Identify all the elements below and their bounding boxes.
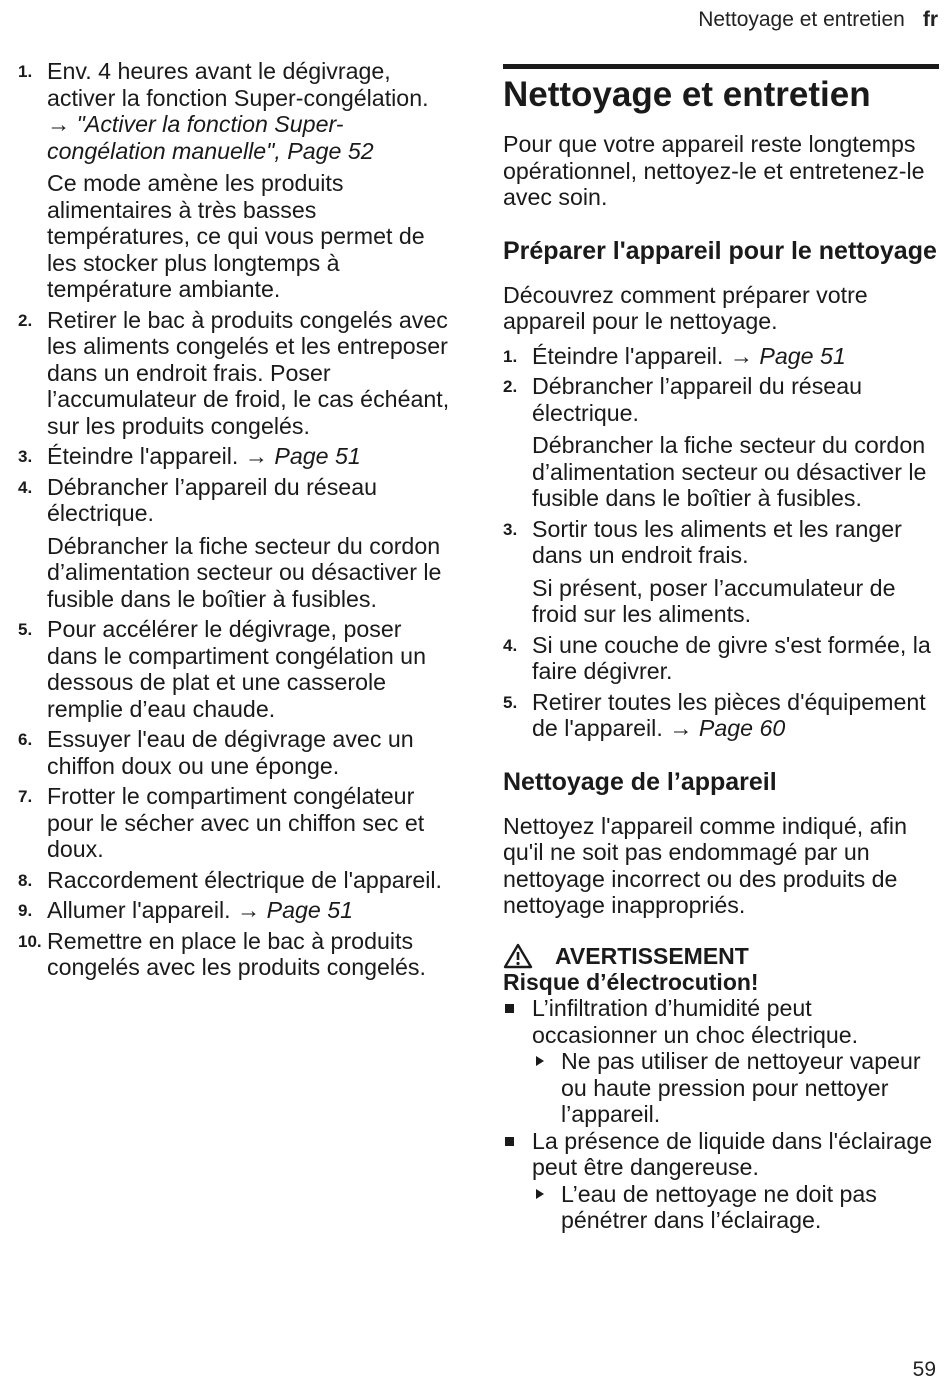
action-arrow-icon xyxy=(536,1189,544,1199)
warning-action: Ne pas utiliser de nettoyeur vapeur ou haute pression pour nettoyer l’appareil. xyxy=(532,1048,939,1128)
prep-steps xyxy=(503,343,939,742)
header-lang: fr xyxy=(922,8,938,31)
bullet-square-icon xyxy=(505,1004,514,1013)
prep-step-5: 5. Retirer toutes les pièces d'équipement de l'appareil. → Page 60 xyxy=(503,688,926,741)
page-number: 59 xyxy=(912,1358,936,1381)
right-column xyxy=(503,58,939,1234)
warning-action: L’eau de nettoyage ne doit pas pénétrer dans l’éclairage. xyxy=(532,1181,939,1234)
defrost-step-10: 10. Remettre en place le bac à produits congelés avec les produits congelés. xyxy=(18,927,426,980)
defrost-step-4: 4. Débrancher l’appareil du réseau électrique. Débrancher la fiche secteur du cordon d’alimentation secteur ou désactiver le fusible dans le boîtier à fusibles. xyxy=(18,473,442,612)
defrost-step-5: 5. Pour accélérer le dégivrage, poser dans le compartiment congélation un dessous de plat et une casserole remplie d’eau chaude. xyxy=(18,616,426,722)
warning-list xyxy=(503,995,939,1234)
prep-step-1: 1. Éteindre l'appareil. → Page 51 xyxy=(503,342,846,369)
section-intro: Pour que votre appareil reste longtemps opérationnel, nettoyez-le et entretenez-le avec soin. xyxy=(503,131,925,210)
header-section: Nettoyage et entretien xyxy=(698,8,905,31)
action-arrow-icon xyxy=(536,1056,544,1066)
prep-step-2: 2. Débrancher l’appareil du réseau électrique. Débrancher la fiche secteur du cordon d’alimentation secteur ou désactiver le fusible dans le boîtier à fusibles. xyxy=(503,373,927,511)
prep-step-4: 4. Si une couche de givre s'est formée, la faire dégivrer. xyxy=(503,631,931,684)
warning-triangle-icon xyxy=(503,943,533,969)
section-title: Nettoyage et entretien xyxy=(503,75,871,114)
defrost-step-1: 1. Env. 4 heures avant le dégivrage, activer la fonction Super-congélation. → "Activer la fonction Super-congélation manuelle", Page 52 Ce mode amène les produits alimentaires à très basses températures, ce qui vous permet de les stocker plus longtemps à température ambiante. xyxy=(18,58,454,303)
defrost-step-3: 3. Éteindre l'appareil. → Page 51 xyxy=(18,443,361,469)
clean-heading: Nettoyage de l’appareil xyxy=(503,767,777,796)
step-page-reference[interactable]: → Page 51 xyxy=(729,342,846,369)
bullet-square-icon xyxy=(505,1137,514,1146)
page-header xyxy=(698,8,938,32)
section-rule xyxy=(503,64,939,69)
left-column xyxy=(18,58,454,985)
defrost-step-9: 9. Allumer l'appareil. → Page 51 xyxy=(18,897,354,923)
step-page-reference[interactable]: → Page 51 xyxy=(244,443,361,469)
defrost-step-2: 2. Retirer le bac à produits congelés avec les aliments congelés et les entreposer dans un endroit frais. Poser l’accumulateur de froid, le cas échéant, sur les produits congelés. xyxy=(18,306,450,439)
step-page-reference[interactable]: → "Activer la fonction Super-congélation manuelle", Page 52 xyxy=(47,111,374,164)
step-page-reference[interactable]: → Page 60 xyxy=(669,715,786,741)
warning-item: L’infiltration d’humidité peut occasionner un choc électrique. Ne pas utiliser de nettoyeur vapeur ou haute pression pour nettoyer l’appareil. xyxy=(503,995,939,1128)
defrost-steps xyxy=(18,58,454,981)
prep-step-3: 3. Sortir tous les aliments et les ranger dans un endroit frais. Si présent, poser l’accumulateur de froid sur les aliments. xyxy=(503,515,902,627)
defrost-step-6: 6. Essuyer l'eau de dégivrage avec un chiffon doux ou une éponge. xyxy=(18,726,414,779)
clean-intro: Nettoyez l'appareil comme indiqué, afin qu'il ne soit pas endommagé par un nettoyage incorrect ou des produits de nettoyage inappropriés. xyxy=(503,812,907,918)
defrost-step-7: 7. Frotter le compartiment congélateur pour le sécher avec un chiffon sec et doux. xyxy=(18,783,425,862)
prep-intro: Découvrez comment préparer votre appareil pour le nettoyage. xyxy=(503,281,868,334)
defrost-step-8: 8. Raccordement électrique de l'appareil. xyxy=(18,866,442,893)
warning-risk: Risque d’électrocution! xyxy=(503,969,759,995)
warning-label: AVERTISSEMENT xyxy=(555,942,749,969)
warning-item: La présence de liquide dans l'éclairage peut être dangereuse. L’eau de nettoyage ne doit pas pénétrer dans l’éclairage. xyxy=(503,1128,939,1234)
step-page-reference[interactable]: → Page 51 xyxy=(237,897,354,923)
warning-header xyxy=(503,943,939,970)
prep-heading: Préparer l'appareil pour le nettoyage xyxy=(503,236,937,265)
